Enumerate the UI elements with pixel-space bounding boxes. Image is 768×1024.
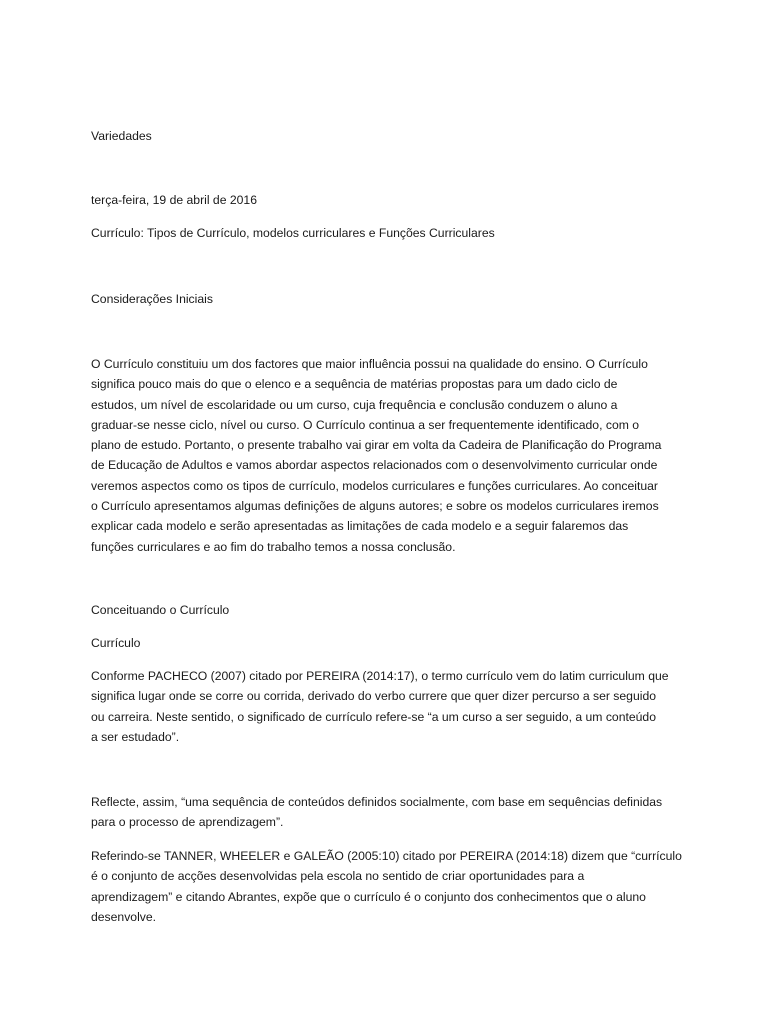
paragraph-line: desenvolve. bbox=[91, 909, 157, 924]
paragraph-line: ou carreira. Neste sentido, o significado de currículo refere-se “a um curso a ser seguido, a um conteúdo bbox=[91, 709, 656, 724]
paragraph-line: O Currículo constituiu um dos factores que maior influência possui na qualidade do ensino. O Currículo bbox=[91, 357, 648, 371]
paragraph-line: a ser estudado”. bbox=[91, 729, 180, 744]
subheading-curriculo: Currículo bbox=[91, 636, 141, 650]
paragraph-line: funções curriculares e ao fim do trabalho temos a nossa conclusão. bbox=[91, 539, 456, 554]
post-date: terça-feira, 19 de abril de 2016 bbox=[91, 193, 257, 207]
paragraph-line: plano de estudo. Portanto, o presente trabalho vai girar em volta da Cadeira de Planificação do Programa bbox=[91, 438, 662, 453]
paragraph-reflecte bbox=[91, 792, 691, 833]
post-title: Currículo: Tipos de Currículo, modelos curriculares e Funções Curriculares bbox=[91, 226, 495, 240]
paragraph-line: aprendizagem” e citando Abrantes, expõe que o currículo é o conjunto dos conhecimentos que o aluno bbox=[91, 889, 646, 904]
paragraph-line: significa lugar onde se corre ou corrida, derivado do verbo currere que quer dizer percurso a ser seguido bbox=[91, 689, 656, 704]
paragraph-line: de Educação de Adultos e vamos abordar aspectos relacionados com o desenvolvimento curricular onde bbox=[91, 458, 658, 473]
paragraph-line: para o processo de aprendizagem”. bbox=[91, 815, 284, 830]
paragraph-line: graduar-se nesse ciclo, nível ou curso. O Currículo continua a ser frequentemente identificado, com o bbox=[91, 417, 640, 432]
paragraph-line: é o conjunto de acções desenvolvidas pela escola no sentido de criar oportunidades para a bbox=[91, 869, 585, 884]
paragraph-line: explicar cada modelo e serão apresentadas as limitações de cada modelo e a seguir falaremos das bbox=[91, 519, 629, 534]
paragraph-line: o Currículo apresentamos algumas definições de alguns autores; e sobre os modelos curriculares iremos bbox=[91, 499, 659, 514]
intro-paragraph bbox=[91, 354, 691, 557]
paragraph-line: Conforme PACHECO (2007) citado por PEREIRA (2014:17), o termo currículo vem do latim curriculum que bbox=[91, 669, 669, 683]
blog-title: Variedades bbox=[91, 129, 152, 143]
paragraph-line: estudos, um nível de escolaridade ou um curso, cuja frequência e conclusão conduzem o aluno a bbox=[91, 397, 618, 412]
paragraph-pacheco bbox=[91, 666, 691, 747]
paragraph-line: Referindo-se TANNER, WHEELER e GALEÃO (2005:10) citado por PEREIRA (2014:18) dizem que “currículo bbox=[91, 849, 682, 863]
paragraph-line: veremos aspectos como os tipos de currículo, modelos curriculares e funções curriculares. Ao conceituar bbox=[91, 478, 658, 493]
section-heading-conceituando: Conceituando o Currículo bbox=[91, 603, 230, 617]
paragraph-tanner bbox=[91, 846, 691, 927]
section-heading-consideracoes: Considerações Iniciais bbox=[91, 292, 213, 306]
paragraph-line: Reflecte, assim, “uma sequência de conteúdos definidos socialmente, com base em sequências definidas bbox=[91, 795, 663, 809]
paragraph-line: significa pouco mais do que o elenco e a sequência de matérias propostas para um dado ciclo de bbox=[91, 377, 618, 392]
